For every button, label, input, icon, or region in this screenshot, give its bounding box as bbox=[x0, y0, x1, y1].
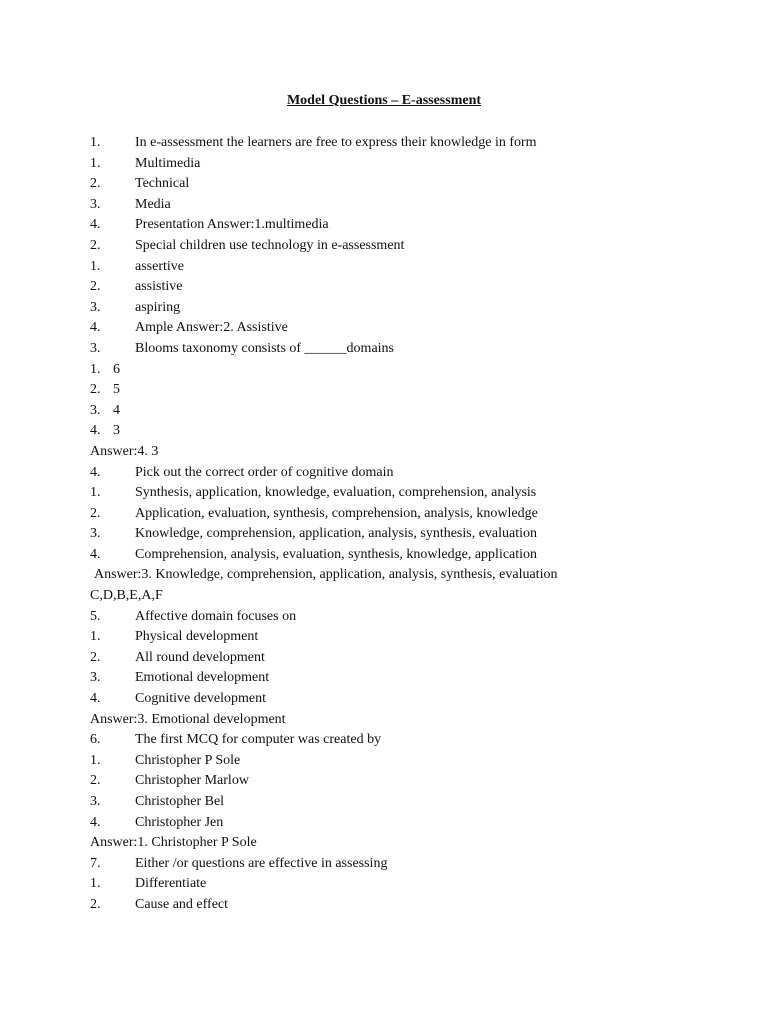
item-text: Answer:3. Emotional development bbox=[90, 711, 286, 727]
item-number: 3. bbox=[90, 794, 101, 809]
list-item bbox=[90, 730, 728, 751]
item-number: 4. bbox=[90, 546, 101, 562]
document-title: Model Questions – E-assessment bbox=[286, 93, 482, 108]
item-text: Application, evaluation, synthesis, comprehension, analysis, knowledge bbox=[135, 505, 538, 521]
list-item bbox=[90, 257, 728, 278]
list-item bbox=[90, 483, 728, 504]
item-text: The first MCQ for computer was created by bbox=[135, 732, 382, 748]
item-number: 2. bbox=[90, 505, 101, 521]
item-number: 2. bbox=[90, 896, 101, 912]
item-number: 4. bbox=[90, 423, 101, 439]
item-number: 1. bbox=[90, 155, 101, 171]
item-number: 3. bbox=[90, 526, 101, 542]
item-text: Answer:3. Knowledge, comprehension, application, analysis, synthesis, evaluation bbox=[94, 567, 558, 583]
list-item bbox=[90, 813, 728, 834]
list-item bbox=[90, 874, 728, 895]
item-text: Synthesis, application, knowledge, evaluation, comprehension, analysis bbox=[135, 485, 537, 501]
list-item bbox=[90, 689, 728, 710]
item-number: 5. bbox=[90, 608, 101, 624]
answer-line bbox=[90, 442, 728, 463]
item-number: 1. bbox=[90, 258, 101, 274]
item-text: 6 bbox=[113, 361, 120, 377]
item-number: 7. bbox=[90, 855, 101, 871]
item-number: 1. bbox=[90, 629, 101, 645]
list-item bbox=[90, 627, 728, 648]
list-item bbox=[90, 463, 728, 484]
item-number: 4. bbox=[90, 320, 101, 336]
list-item bbox=[90, 298, 728, 319]
item-number: 3. bbox=[90, 299, 101, 315]
answer-line bbox=[90, 833, 728, 854]
item-number: 2. bbox=[90, 279, 101, 295]
item-number: 4. bbox=[90, 814, 101, 830]
item-text: Either /or questions are effective in assessing bbox=[135, 855, 388, 871]
list-item bbox=[90, 215, 728, 236]
list-item bbox=[90, 545, 728, 566]
item-text: assertive bbox=[135, 258, 184, 274]
item-text: Technical bbox=[135, 176, 190, 192]
item-text: Media bbox=[135, 196, 171, 212]
answer-line bbox=[90, 565, 728, 586]
item-number: 1. bbox=[90, 876, 101, 892]
list-item bbox=[90, 401, 728, 422]
list-item bbox=[90, 236, 728, 257]
item-text: Physical development bbox=[135, 629, 259, 645]
item-number: 2. bbox=[90, 382, 101, 398]
item-text: C,D,B,E,A,F bbox=[90, 588, 163, 604]
list-item bbox=[90, 792, 728, 813]
list-item bbox=[90, 154, 728, 175]
item-number: 3. bbox=[90, 402, 101, 418]
item-number: 2. bbox=[90, 176, 101, 192]
list-item bbox=[90, 524, 728, 545]
item-text: Presentation Answer:1.multimedia bbox=[135, 217, 329, 233]
item-text: Christopher Bel bbox=[135, 794, 225, 809]
item-text: Cognitive development bbox=[135, 691, 267, 707]
list-item bbox=[90, 133, 728, 154]
item-number: 1. bbox=[90, 135, 101, 150]
item-number: 3. bbox=[90, 670, 101, 686]
list-item bbox=[90, 277, 728, 298]
list-item bbox=[90, 771, 728, 792]
item-number: 1. bbox=[90, 752, 101, 768]
list-item bbox=[90, 648, 728, 669]
list-item bbox=[90, 504, 728, 525]
list-item bbox=[90, 318, 728, 339]
item-number: 4. bbox=[90, 464, 101, 480]
item-text: Emotional development bbox=[135, 670, 270, 686]
item-number: 2. bbox=[90, 649, 101, 665]
item-text: Multimedia bbox=[135, 155, 201, 171]
item-text: Blooms taxonomy consists of ______domains bbox=[135, 340, 394, 356]
list-item bbox=[90, 339, 728, 360]
list-item bbox=[90, 751, 728, 772]
answer-line bbox=[90, 710, 728, 731]
item-text: In e-assessment the learners are free to express their knowledge in form bbox=[135, 135, 537, 150]
list-item bbox=[90, 895, 728, 916]
item-number: 4. bbox=[90, 217, 101, 233]
item-number: 1. bbox=[90, 485, 101, 501]
item-number: 2. bbox=[90, 773, 101, 789]
list-item bbox=[90, 607, 728, 628]
item-text: Pick out the correct order of cognitive domain bbox=[135, 464, 394, 480]
item-text: 5 bbox=[113, 382, 120, 398]
item-text: Cause and effect bbox=[135, 896, 229, 912]
item-text: Christopher P Sole bbox=[135, 752, 241, 768]
item-text: 4 bbox=[113, 402, 120, 418]
list-item bbox=[90, 668, 728, 689]
item-text: All round development bbox=[135, 649, 265, 665]
item-text: Answer:1. Christopher P Sole bbox=[90, 835, 257, 851]
item-text: 3 bbox=[113, 423, 120, 439]
item-text: Ample Answer:2. Assistive bbox=[135, 320, 288, 336]
list-item bbox=[90, 380, 728, 401]
list-item bbox=[90, 854, 728, 875]
item-number: 6. bbox=[90, 732, 101, 748]
question-list bbox=[90, 133, 728, 916]
list-item bbox=[90, 195, 728, 216]
item-text: Special children use technology in e-assessment bbox=[135, 237, 405, 253]
item-number: 3. bbox=[90, 196, 101, 212]
item-text: Knowledge, comprehension, application, analysis, synthesis, evaluation bbox=[135, 526, 538, 542]
list-item bbox=[90, 360, 728, 381]
item-number: 4. bbox=[90, 691, 101, 707]
item-text: Differentiate bbox=[135, 876, 207, 892]
item-number: 2. bbox=[90, 237, 101, 253]
item-text: Affective domain focuses on bbox=[135, 608, 297, 624]
item-text: assistive bbox=[135, 279, 183, 295]
list-item bbox=[90, 174, 728, 195]
answer-line bbox=[90, 586, 728, 607]
list-item bbox=[90, 421, 728, 442]
item-text: Christopher Marlow bbox=[135, 773, 249, 789]
item-number: 1. bbox=[90, 361, 101, 377]
item-text: Christopher Jen bbox=[135, 814, 224, 830]
item-number: 3. bbox=[90, 340, 101, 356]
item-text: Answer:4. 3 bbox=[90, 443, 159, 459]
item-text: aspiring bbox=[135, 299, 181, 315]
item-text: Comprehension, analysis, evaluation, synthesis, knowledge, application bbox=[135, 546, 538, 562]
